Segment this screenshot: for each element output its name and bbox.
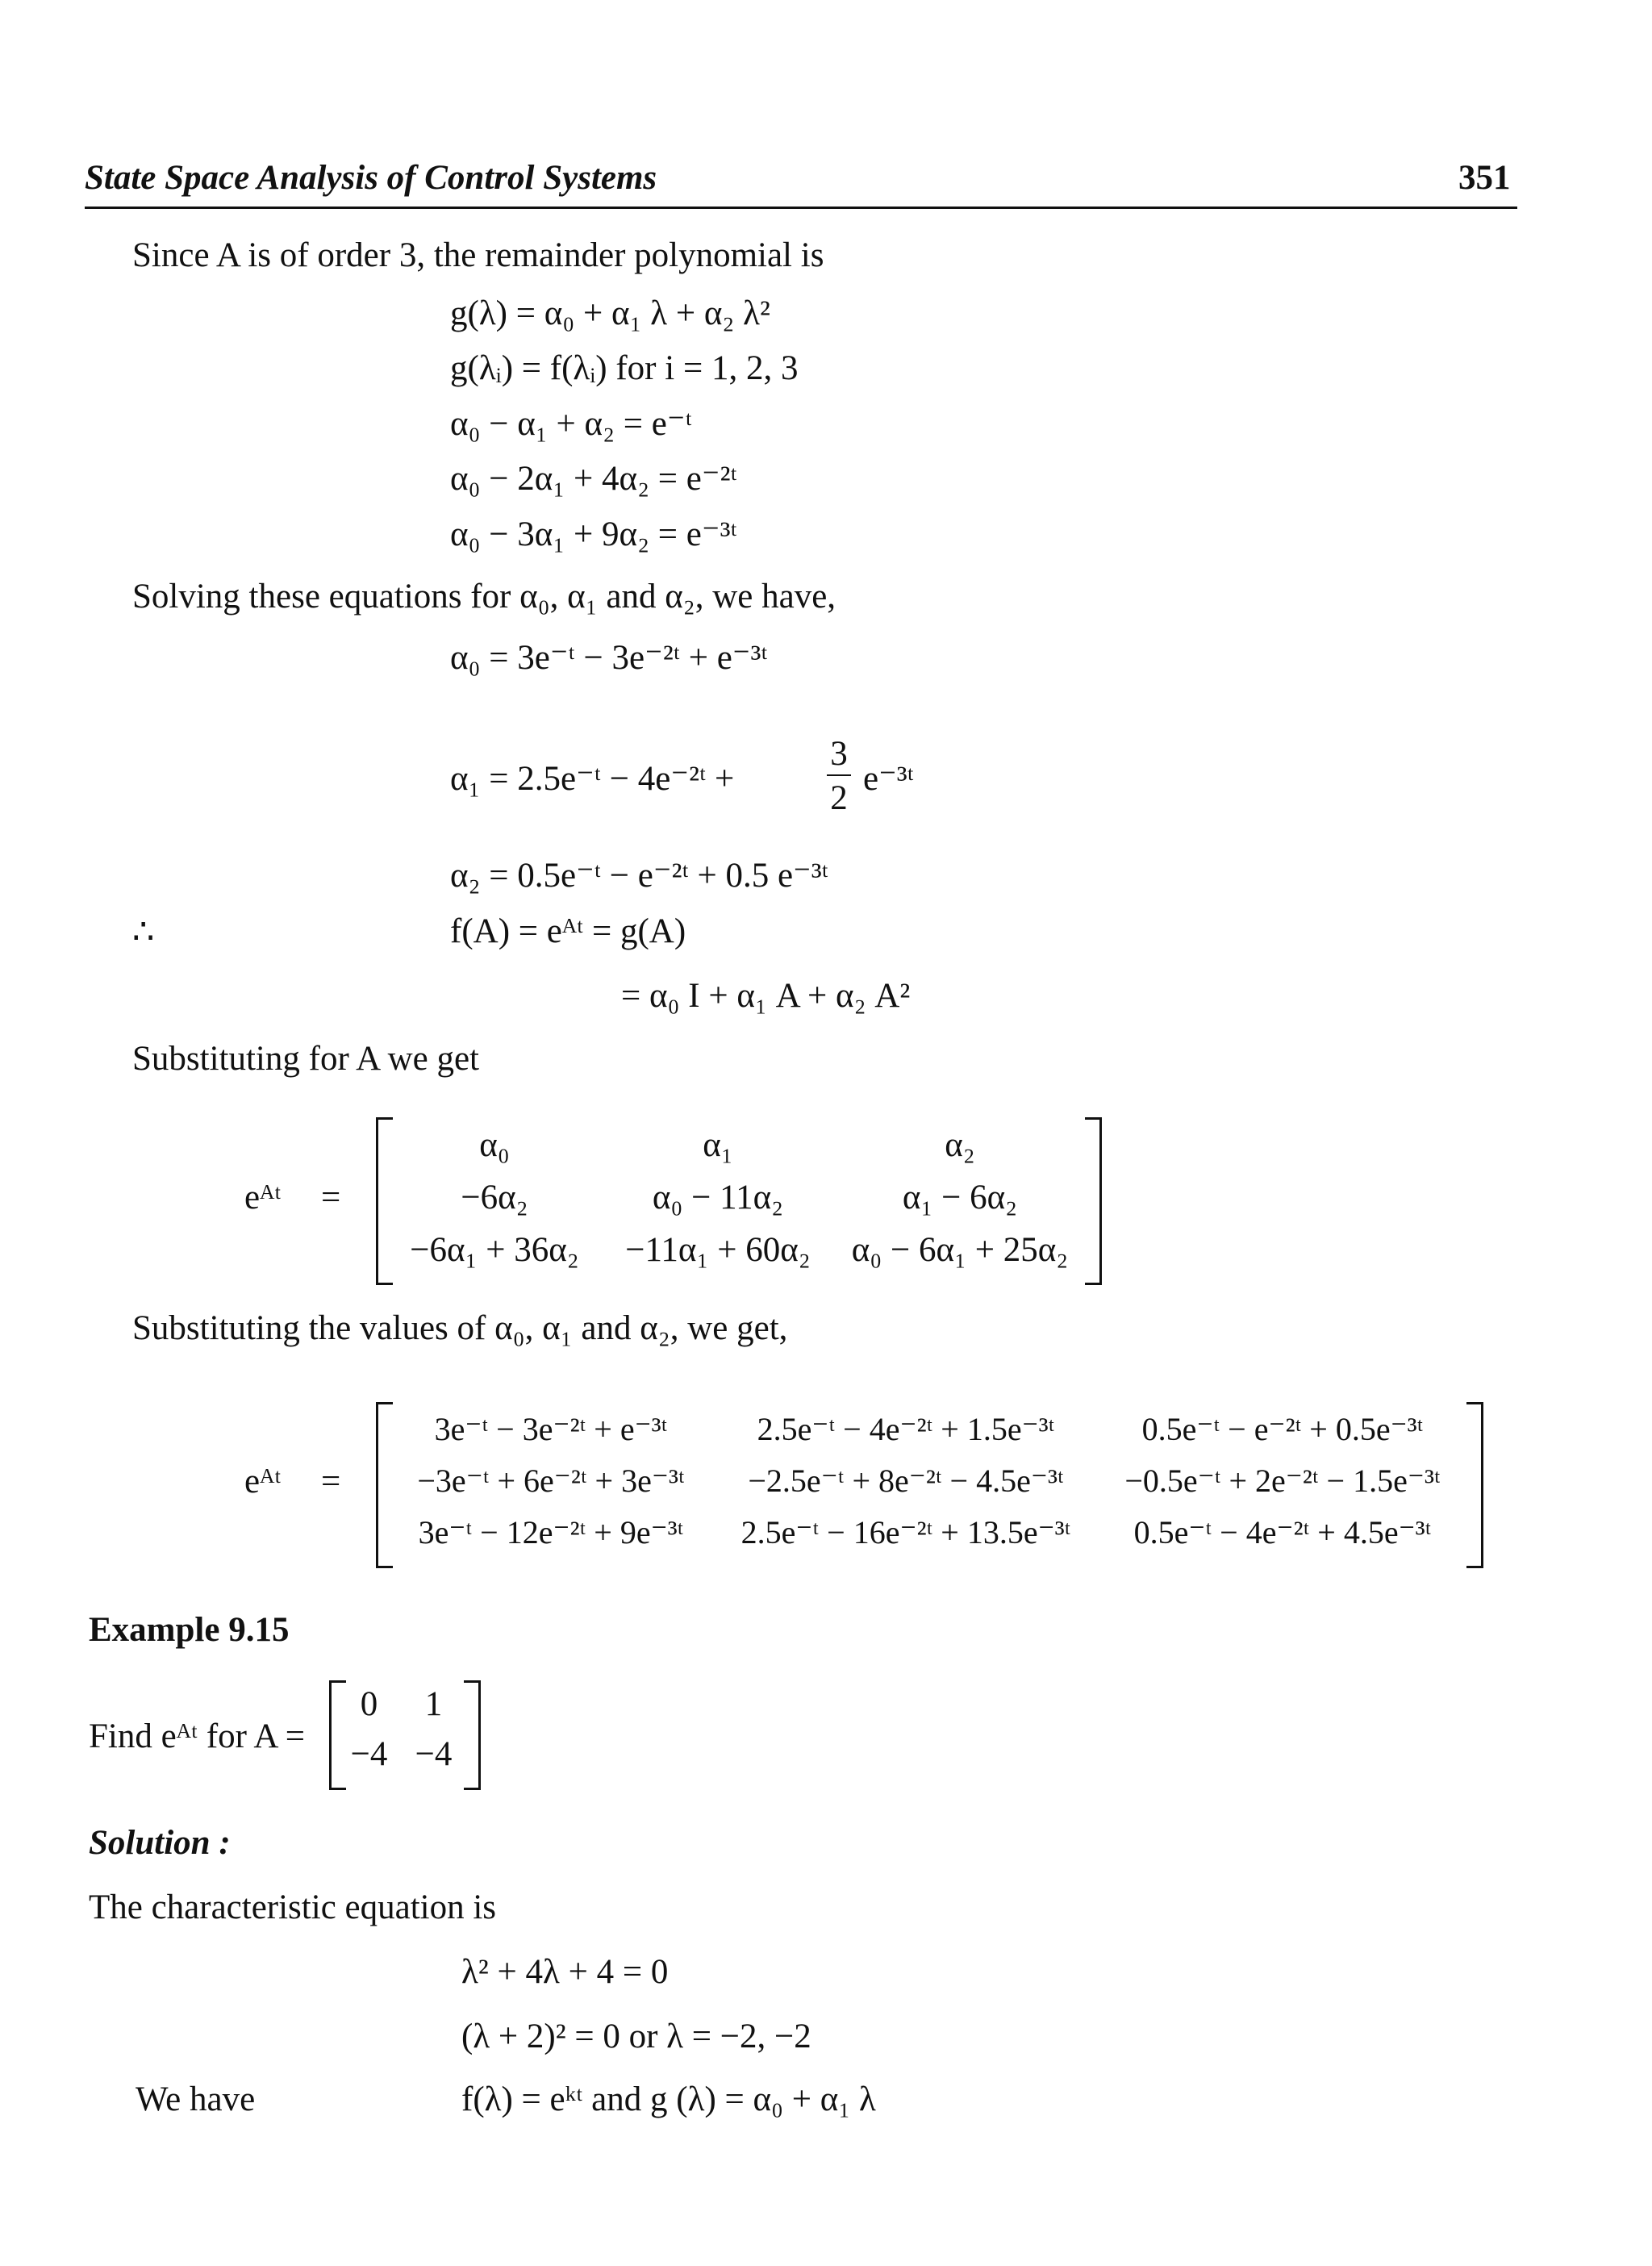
we-have-text: We have xyxy=(136,2080,256,2118)
solution-heading: Solution : xyxy=(89,1824,231,1862)
matrix2-cell: 2.5e⁻ᵗ − 4e⁻²ᵗ + 1.5e⁻³ᵗ xyxy=(757,1411,1055,1447)
matrix2-cell: 0.5e⁻ᵗ − 4e⁻²ᵗ + 4.5e⁻³ᵗ xyxy=(1133,1514,1432,1550)
matrix1-cell: α₁ − 6α₂ xyxy=(902,1179,1018,1216)
example-heading: Example 9.15 xyxy=(89,1611,290,1649)
matrix2-lhs: eᴬᵗ xyxy=(244,1463,282,1500)
matrix1-cell: α₂ xyxy=(945,1126,975,1164)
therefore-symbol: ∴ xyxy=(132,913,155,951)
find-text: Find eᴬᵗ for A = xyxy=(89,1717,306,1755)
matrix2-cell: −2.5e⁻ᵗ + 8e⁻²ᵗ − 4.5e⁻³ᵗ xyxy=(748,1463,1064,1499)
matrix3-cell: 1 xyxy=(424,1685,443,1723)
matrix3-cell: −4 xyxy=(415,1735,453,1773)
characteristic-roots: (λ + 2)² = 0 or λ = −2, −2 xyxy=(461,2018,811,2055)
alpha0-solution: α₀ = 3e⁻ᵗ − 3e⁻²ᵗ + e⁻³ᵗ xyxy=(450,639,768,677)
substituting-A-text: Substituting for A we get xyxy=(132,1040,479,1078)
characteristic-equation-text: The characteristic equation is xyxy=(89,1888,497,1926)
alpha1-fraction-numerator: 3 xyxy=(830,735,848,773)
matrix3-cell: 0 xyxy=(360,1685,378,1723)
fA-line-2: = α₀ I + α₁ A + α₂ A² xyxy=(621,977,911,1015)
fA-line-1: f(A) = eᴬᵗ = g(A) xyxy=(450,912,686,950)
matrix1-cell: α₀ xyxy=(479,1126,510,1164)
matrix1-equals: = xyxy=(321,1179,341,1216)
alpha1-fraction-bar xyxy=(827,774,851,776)
matrix2-cell: −3e⁻ᵗ + 6e⁻²ᵗ + 3e⁻³ᵗ xyxy=(417,1463,685,1499)
intro-text: Since A is of order 3, the remainder polynomial is xyxy=(132,236,824,274)
alpha1-fraction-denominator: 2 xyxy=(830,779,848,817)
page-number: 351 xyxy=(1458,159,1511,197)
header-rule xyxy=(85,207,1517,209)
substituting-values-text: Substituting the values of α₀, α₁ and α₂, we get, xyxy=(132,1309,788,1347)
matrix1-right-bracket xyxy=(1085,1117,1102,1285)
matrix2-cell: 3e⁻ᵗ − 3e⁻²ᵗ + e⁻³ᵗ xyxy=(434,1411,668,1447)
matrix3-cell: −4 xyxy=(350,1735,388,1773)
matrix2-cell: −0.5e⁻ᵗ + 2e⁻²ᵗ − 1.5e⁻³ᵗ xyxy=(1124,1463,1441,1499)
alpha1-solution-left: α₁ = 2.5e⁻ᵗ − 4e⁻²ᵗ + xyxy=(450,760,735,798)
characteristic-equation: λ² + 4λ + 4 = 0 xyxy=(461,1953,669,1991)
matrix1-cell: −11α₁ + 60α₂ xyxy=(625,1231,811,1269)
matrix1-cell: α₀ − 6α₁ + 25α₂ xyxy=(851,1231,1069,1269)
alpha2-solution: α₂ = 0.5e⁻ᵗ − e⁻²ᵗ + 0.5 e⁻³ᵗ xyxy=(450,857,828,895)
matrix1-cell: α₀ − 11α₂ xyxy=(652,1179,784,1216)
matrix2-cell: 2.5e⁻ᵗ − 16e⁻²ᵗ + 13.5e⁻³ᵗ xyxy=(740,1514,1071,1550)
running-header-title: State Space Analysis of Control Systems xyxy=(85,159,657,197)
matrix2-right-bracket xyxy=(1466,1402,1483,1568)
alpha1-solution-right: e⁻³ᵗ xyxy=(863,760,914,798)
equation-2: α₀ − 2α₁ + 4α₂ = e⁻²ᵗ xyxy=(450,460,737,498)
matrix3-right-bracket xyxy=(464,1680,481,1790)
remainder-polynomial: g(λ) = α₀ + α₁ λ + α₂ λ² xyxy=(450,294,770,332)
equation-1: α₀ − α₁ + α₂ = e⁻ᵗ xyxy=(450,405,692,443)
equality-condition: g(λᵢ) = f(λᵢ) for i = 1, 2, 3 xyxy=(450,349,799,387)
solving-text: Solving these equations for α₀, α₁ and α₂, we have, xyxy=(132,578,836,616)
matrix2-equals: = xyxy=(321,1463,341,1500)
matrix2-cell: 3e⁻ᵗ − 12e⁻²ᵗ + 9e⁻³ᵗ xyxy=(418,1514,684,1550)
matrix2-cell: 0.5e⁻ᵗ − e⁻²ᵗ + 0.5e⁻³ᵗ xyxy=(1141,1411,1424,1447)
equation-3: α₀ − 3α₁ + 9α₂ = e⁻³ᵗ xyxy=(450,515,737,553)
matrix1-cell: −6α₂ xyxy=(461,1179,528,1216)
matrix1-lhs: eᴬᵗ xyxy=(244,1179,282,1216)
matrix1-cell: −6α₁ + 36α₂ xyxy=(410,1231,579,1269)
matrix1-cell: α₁ xyxy=(703,1126,733,1164)
final-equation: f(λ) = eᵏᵗ and g (λ) = α₀ + α₁ λ xyxy=(461,2080,876,2118)
